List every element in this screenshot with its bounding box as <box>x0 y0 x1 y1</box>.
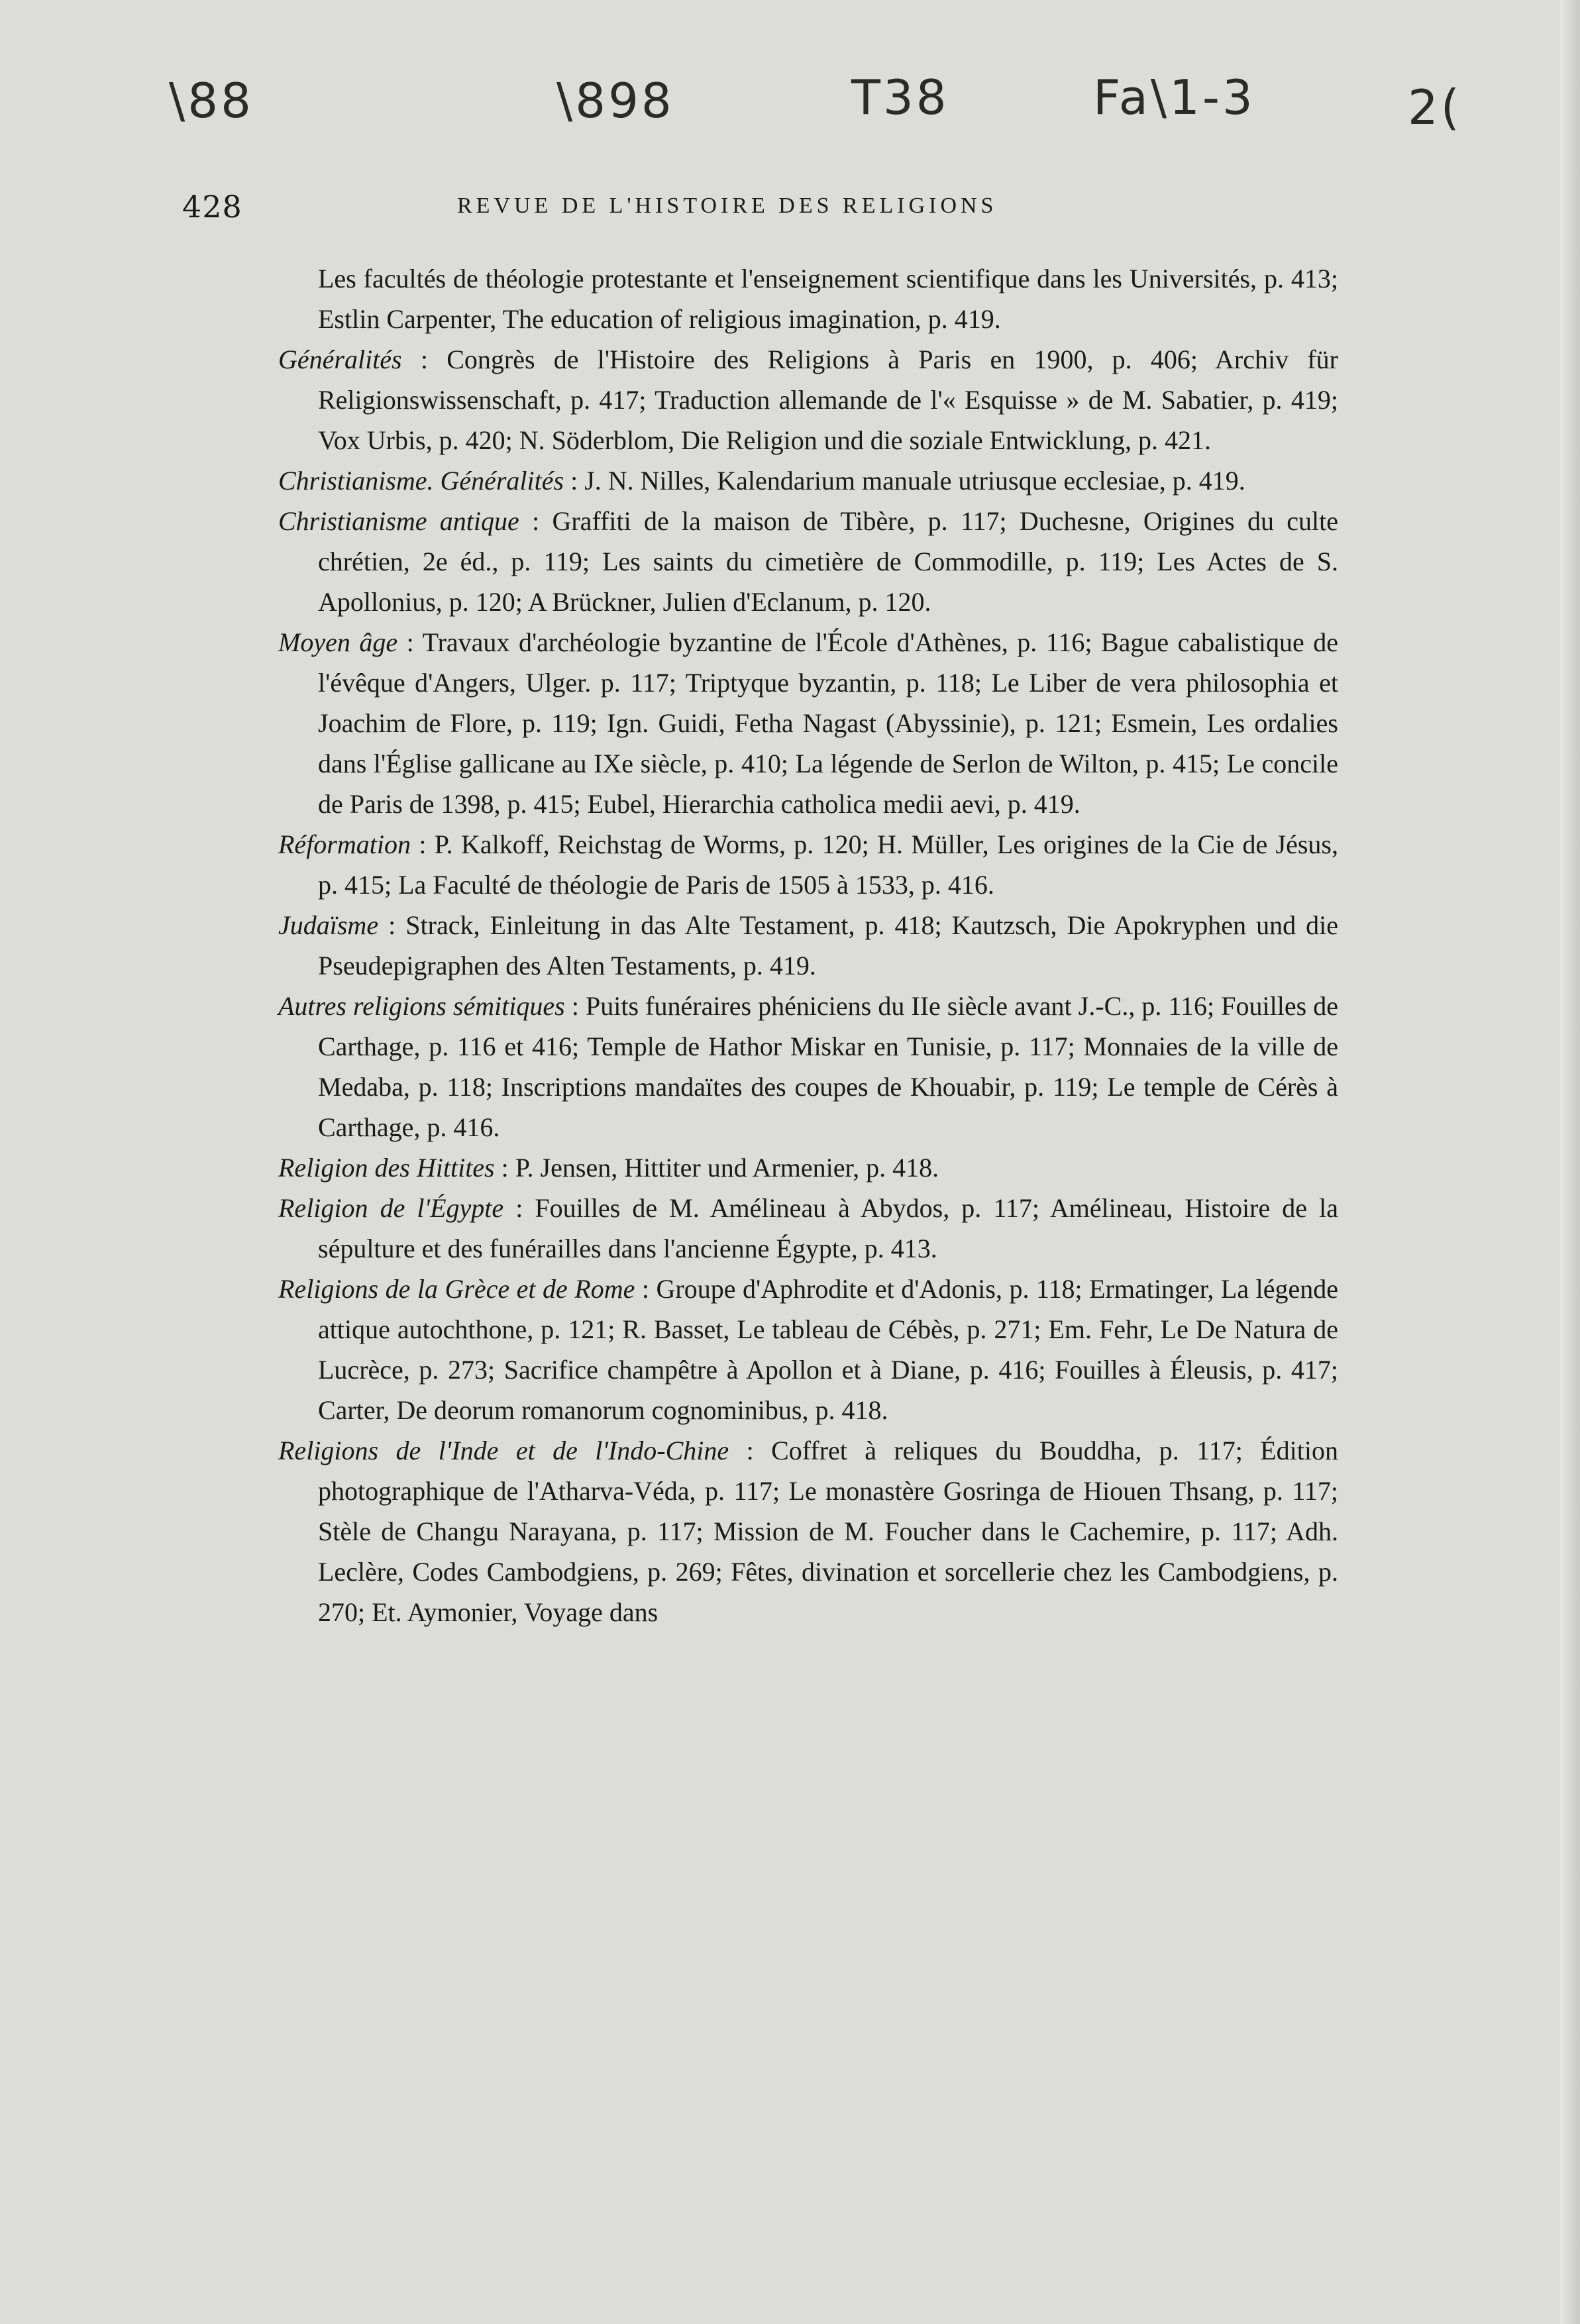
index-entry <box>278 824 1338 905</box>
index-entry <box>278 1147 1338 1188</box>
entry-text: : Coffret à reliques du Bouddha, p. 117; Édition photographique de l'Atharva-Véda, p. 117; Le monastère Gosringa de Hiouen Thsang, p. 117; Stèle de Changu Narayana, p. 117; Mission de M. Foucher dans le Cachemire, p. 117; Adh. Leclère, Codes Cambodgiens, p. 269; Fêtes, divination et sorcellerie chez les Cambodgiens, p. 270; Et. Aymonier, Voyage dans <box>318 1436 1339 1627</box>
index-entry <box>278 1269 1338 1430</box>
entry-heading: Réformation <box>278 829 411 859</box>
entry-text: : Fouilles de M. Amélineau à Abydos, p. 117; Amélineau, Histoire de la sépulture et des funérailles dans l'ancienne Égypte, p. 413. <box>318 1193 1338 1263</box>
handwritten-note: T38 <box>851 70 949 125</box>
index-entry <box>278 1430 1338 1632</box>
index-entry <box>278 258 1338 339</box>
index-entry <box>278 986 1338 1147</box>
entry-text: : P. Jensen, Hittiter und Armenier, p. 418. <box>494 1153 939 1183</box>
index-entry <box>278 339 1338 460</box>
entry-text: : Groupe d'Aphrodite et d'Adonis, p. 118; Ermatinger, La légende attique autochthone, p. 121; R. Basset, Le tableau de Cébès, p. 271; Em. Fehr, Le De Natura de Lucrèce, p. 273; Sacrifice champêtre à Apollon et à Diane, p. 416; Fouilles à Éleusis, p. 417; Carter, De deorum romanorum cognominibus, p. 418. <box>318 1274 1338 1425</box>
entry-text: : Graffiti de la maison de Tibère, p. 117; Duchesne, Origines du culte chrétien, 2e éd., p. 119; Les saints du cimetière de Commodille, p. 119; Les Actes de S. Apollonius, p. 120; A Brückner, Julien d'Eclanum, p. 120. <box>318 506 1339 617</box>
index-entry <box>278 622 1338 824</box>
handwritten-note: 2( <box>1408 79 1462 135</box>
page-edge <box>1560 0 1580 2324</box>
entry-text: Les facultés de théologie protestante et l'enseignement scientifique dans les Universités, p. 413; Estlin Carpenter, The education of religious imagination, p. 419. <box>318 264 1338 334</box>
index-entries <box>278 258 1338 1632</box>
handwritten-note: \88 <box>169 73 254 129</box>
entry-heading: Religions de l'Inde et de l'Indo-Chine <box>278 1436 729 1465</box>
handwritten-note: \898 <box>556 73 674 129</box>
running-head: REVUE DE L'HISTOIRE DES RELIGIONS <box>457 193 998 218</box>
page-number: 428 <box>182 189 242 225</box>
index-entry <box>278 1188 1338 1269</box>
entry-heading: Christianisme. Généralités <box>278 466 564 496</box>
index-entry <box>278 905 1338 986</box>
entry-text: : Strack, Einleitung in das Alte Testament, p. 418; Kautzsch, Die Apokryphen und die Pseudepigraphen des Alten Testaments, p. 419. <box>318 910 1338 980</box>
entry-heading: Généralités <box>278 344 402 374</box>
entry-text: : J. N. Nilles, Kalendarium manuale utriusque ecclesiae, p. 419. <box>564 466 1245 496</box>
entry-text: : Puits funéraires phéniciens du IIe siècle avant J.-C., p. 116; Fouilles de Carthage, p. 116 et 416; Temple de Hathor Miskar en Tunisie, p. 117; Monnaies de la ville de Medaba, p. 118; Inscriptions mandaïtes des coupes de Khouabir, p. 119; Le temple de Cérès à Carthage, p. 416. <box>318 991 1338 1142</box>
entry-heading: Religions de la Grèce et de Rome <box>278 1274 635 1304</box>
entry-text: : P. Kalkoff, Reichstag de Worms, p. 120; H. Müller, Les origines de la Cie de Jésus, p. 415; La Faculté de théologie de Paris de 1505 à 1533, p. 416. <box>318 829 1338 900</box>
entry-heading: Autres religions sémitiques <box>278 991 565 1021</box>
entry-text: : Congrès de l'Histoire des Religions à Paris en 1900, p. 406; Archiv für Religionswissenschaft, p. 417; Traduction allemande de l'« Esquisse » de M. Sabatier, p. 419; Vox Urbis, p. 420; N. Söderblom, Die Religion und die soziale Entwicklung, p. 421. <box>318 344 1338 455</box>
index-entry <box>278 460 1338 501</box>
handwritten-note: Fa\1-3 <box>1093 70 1255 125</box>
entry-text: : Travaux d'archéologie byzantine de l'École d'Athènes, p. 116; Bague cabalistique de l'évêque d'Angers, Ulger. p. 117; Triptyque byzantin, p. 118; Le Liber de vera philosophia et Joachim de Flore, p. 119; Ign. Guidi, Fetha Nagast (Abyssinie), p. 121; Esmein, Les ordalies dans l'Église gallicane au IXe siècle, p. 410; La légende de Serlon de Wilton, p. 415; Le concile de Paris de 1398, p. 415; Eubel, Hierarchia catholica medii aevi, p. 419. <box>318 627 1338 819</box>
entry-heading: Religion de l'Égypte <box>278 1193 504 1223</box>
entry-heading: Christianisme antique <box>278 506 519 536</box>
entry-heading: Moyen âge <box>278 627 398 657</box>
entry-heading: Judaïsme <box>278 910 379 940</box>
index-entry <box>278 501 1338 622</box>
entry-heading: Religion des Hittites <box>278 1153 495 1183</box>
